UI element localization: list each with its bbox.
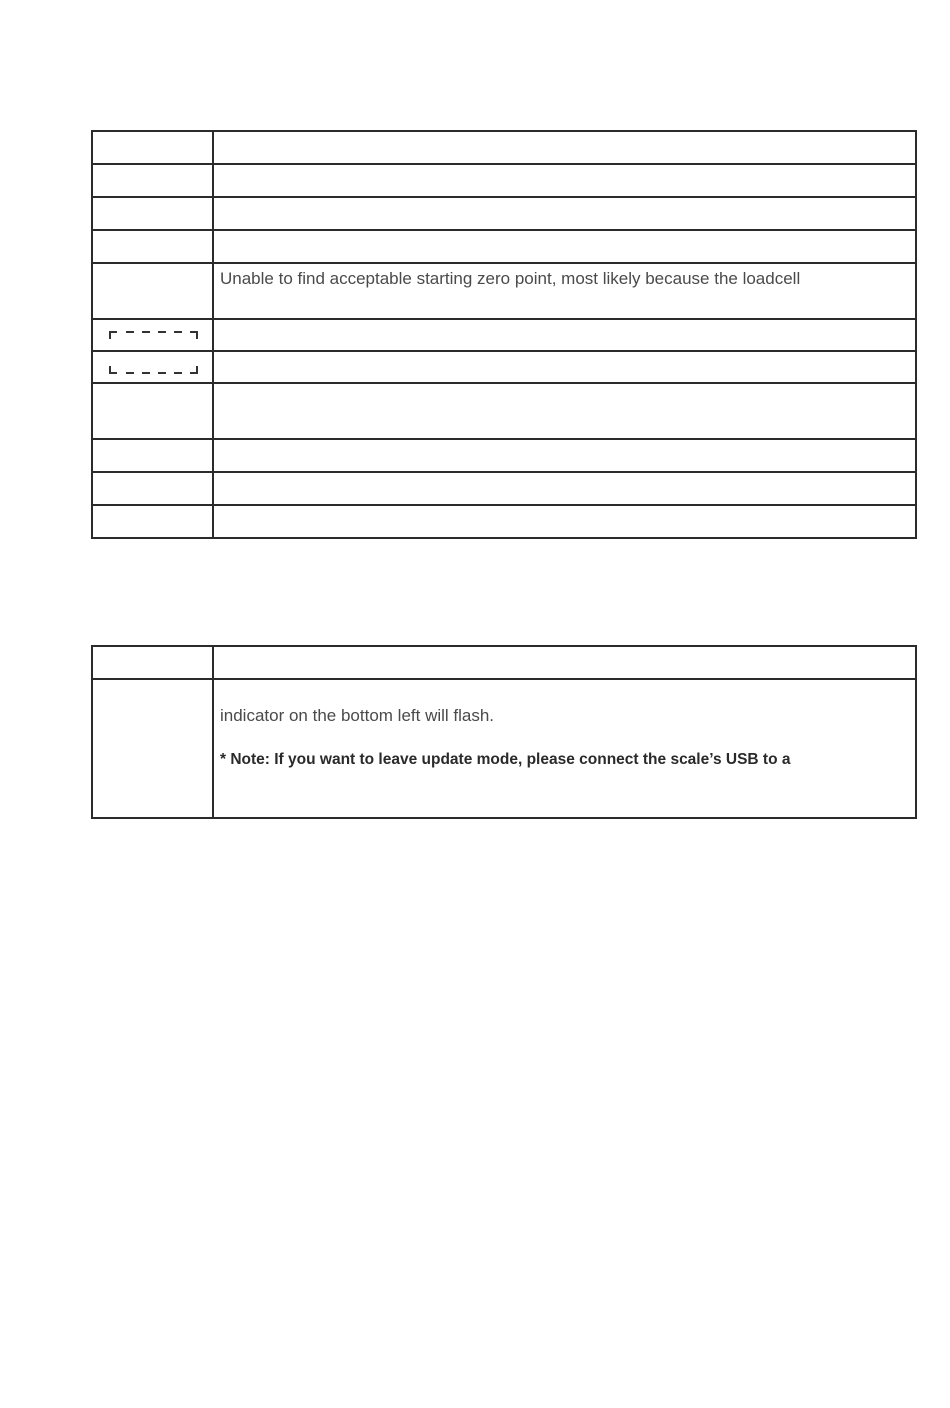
update-description-cell xyxy=(213,646,916,679)
error-description-cell xyxy=(213,383,916,439)
error-code-table xyxy=(91,130,917,539)
table-row xyxy=(92,505,916,538)
error-code-cell xyxy=(92,263,213,319)
table-row xyxy=(92,351,916,383)
update-description-cell xyxy=(213,679,916,818)
error-description-cell xyxy=(213,439,916,472)
error-description-cell xyxy=(213,230,916,263)
table-row xyxy=(92,679,916,818)
error-code-cell xyxy=(92,472,213,505)
update-code-cell xyxy=(92,646,213,679)
error-code-cell xyxy=(92,351,213,383)
flash-indicator-text: indicator on the bottom left will flash. xyxy=(220,706,495,725)
upper-dash-bracket-icon xyxy=(93,320,212,350)
error-code-cell xyxy=(92,319,213,351)
table-row xyxy=(92,383,916,439)
table-row xyxy=(92,646,916,679)
table-row xyxy=(92,472,916,505)
table-row xyxy=(92,131,916,164)
update-code-cell xyxy=(92,679,213,818)
error-description-cell xyxy=(213,505,916,538)
table-row xyxy=(92,164,916,197)
table-row xyxy=(92,439,916,472)
error-code-cell xyxy=(92,131,213,164)
update-mode-note: * Note: If you want to leave update mode, please connect the scale’s USB to a xyxy=(220,751,791,768)
table-row xyxy=(92,319,916,351)
error-code-cell xyxy=(92,383,213,439)
zero-point-error-text: Unable to find acceptable starting zero point, most likely because the loadcell xyxy=(220,269,801,288)
error-description-cell xyxy=(213,164,916,197)
lower-dash-bracket-icon xyxy=(93,352,212,382)
error-description-cell xyxy=(213,131,916,164)
error-code-cell xyxy=(92,230,213,263)
error-description-cell xyxy=(213,472,916,505)
table-row xyxy=(92,230,916,263)
error-description-cell xyxy=(213,197,916,230)
error-code-cell xyxy=(92,164,213,197)
update-mode-table xyxy=(91,645,917,819)
table-row xyxy=(92,263,916,319)
error-code-cell xyxy=(92,439,213,472)
error-description-cell xyxy=(213,263,916,319)
error-description-cell xyxy=(213,351,916,383)
error-code-cell xyxy=(92,505,213,538)
error-description-cell xyxy=(213,319,916,351)
error-code-cell xyxy=(92,197,213,230)
table-row xyxy=(92,197,916,230)
